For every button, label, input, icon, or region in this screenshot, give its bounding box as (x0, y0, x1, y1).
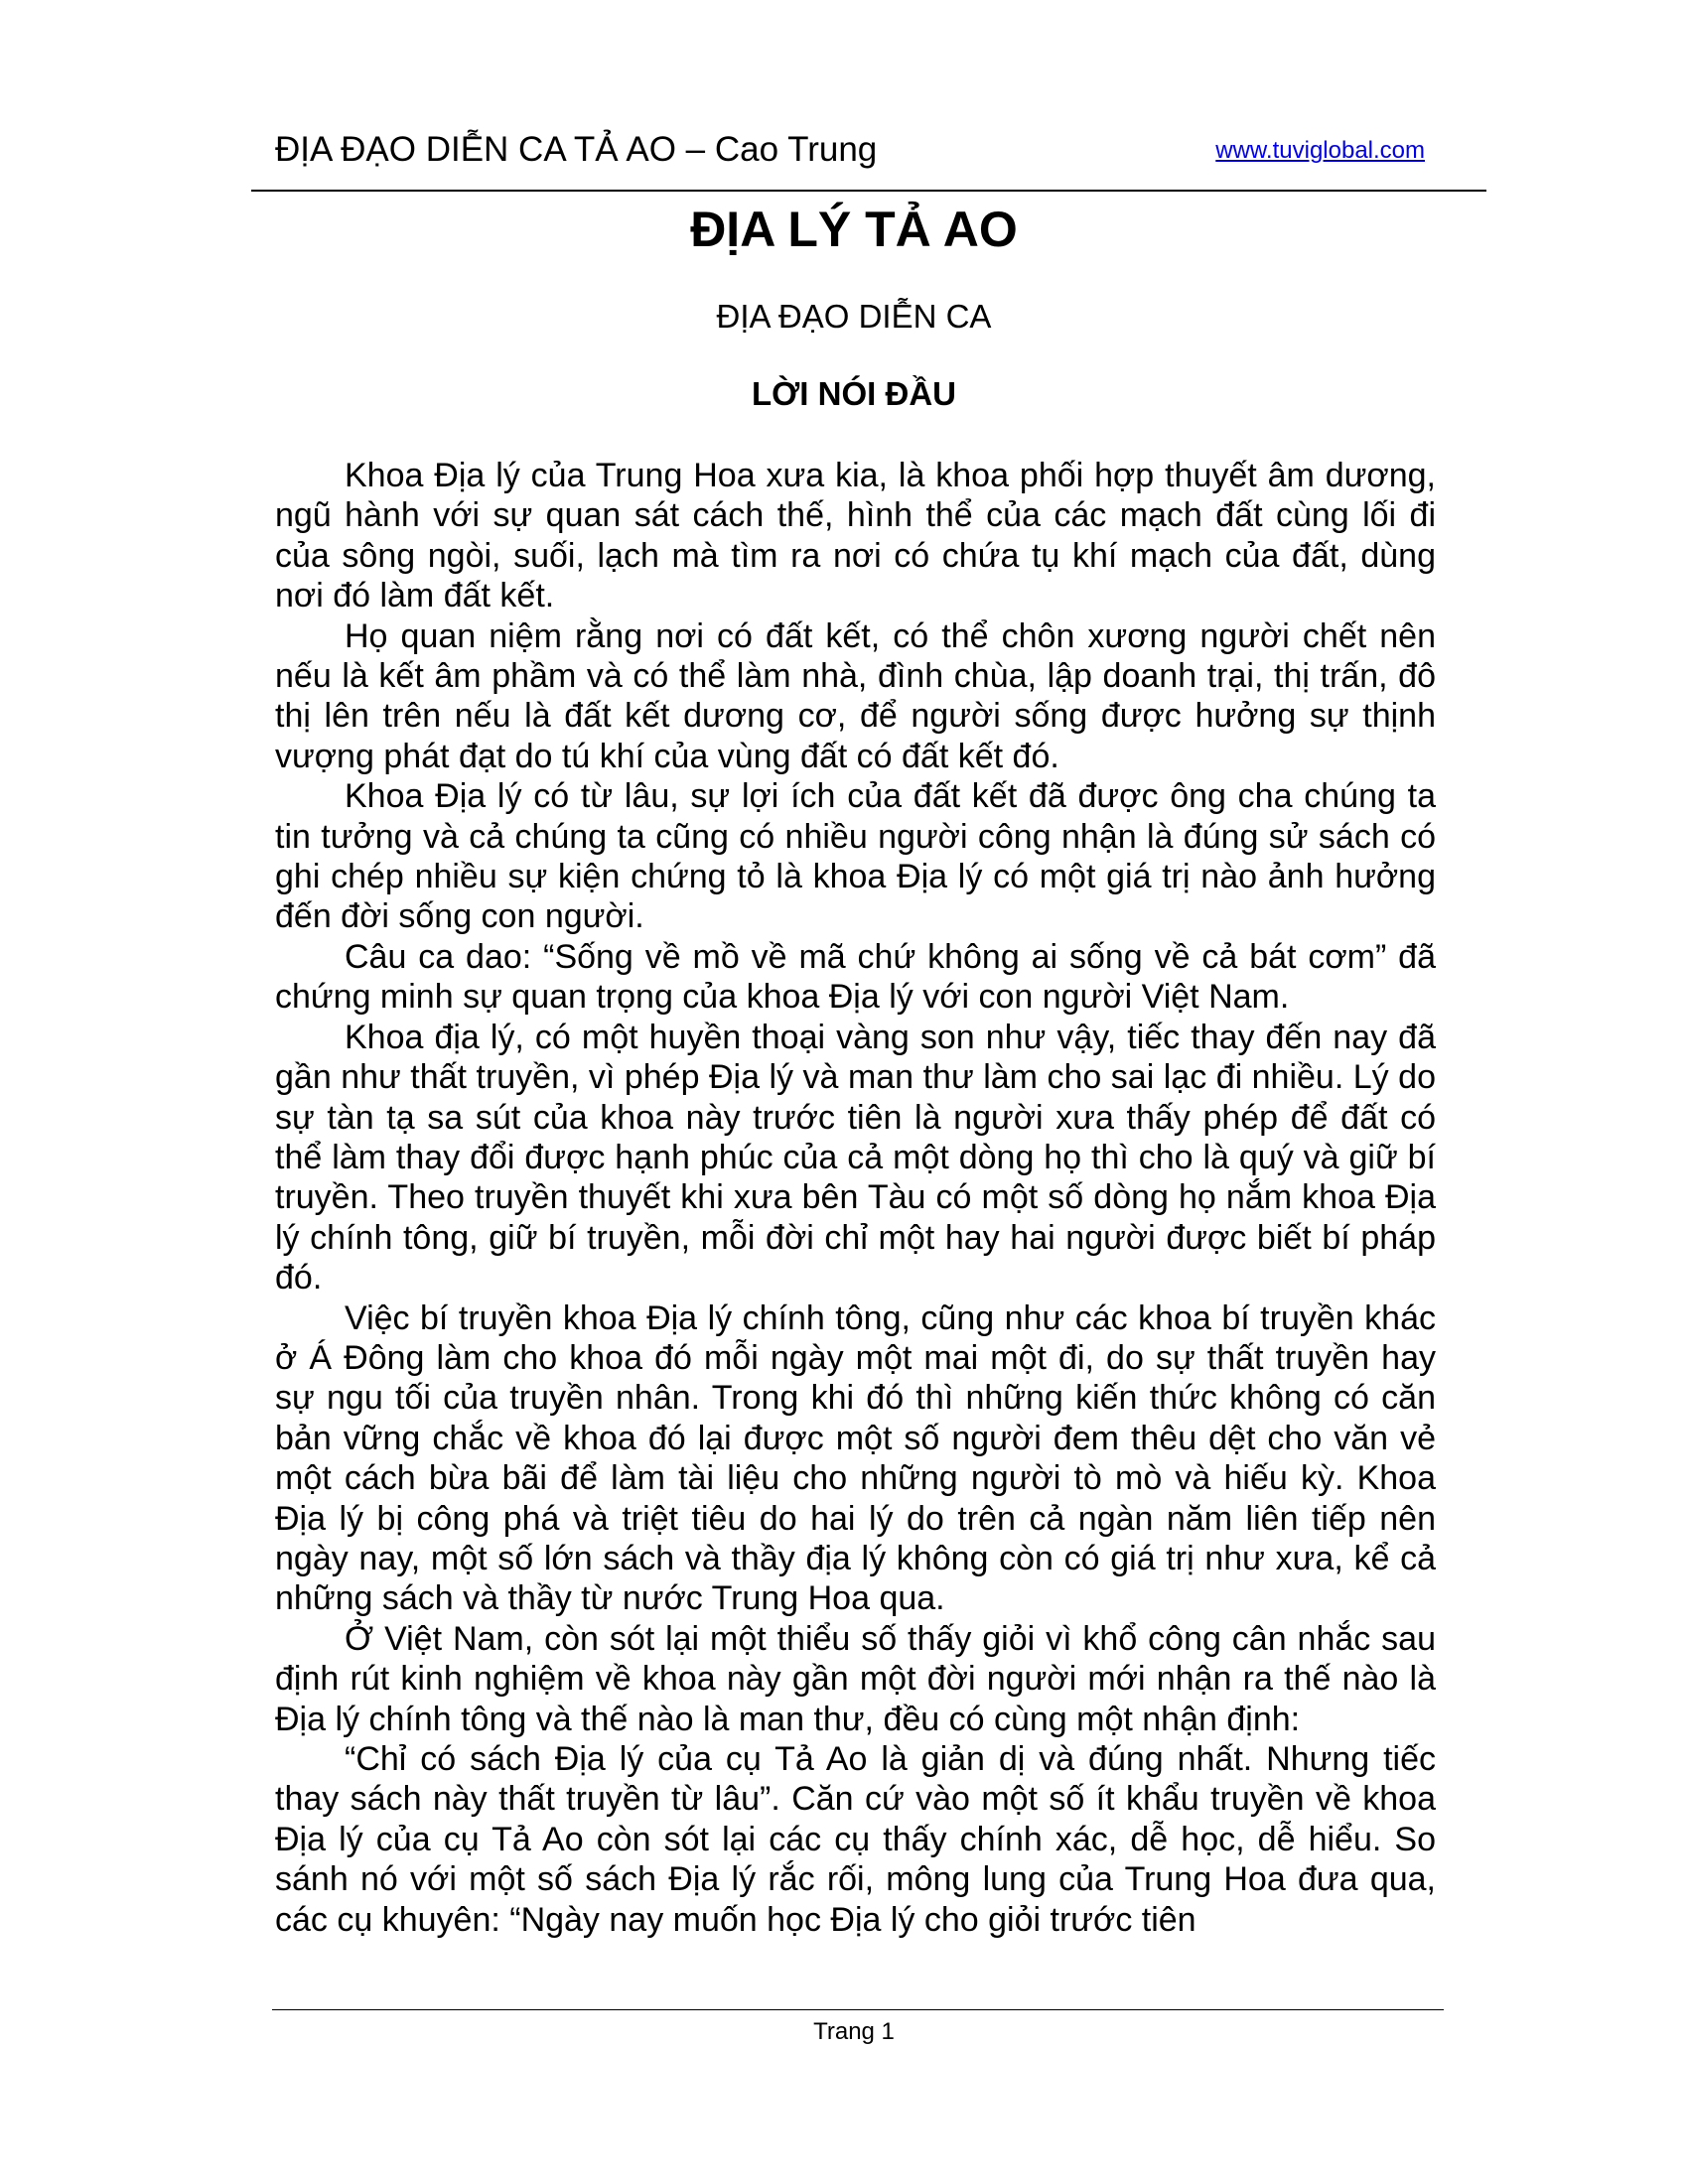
paragraph: Khoa Địa lý của Trung Hoa xưa kia, là khoa phối hợp thuyết âm dương, ngũ hành với sự quan sát cách thế, hình thể của các mạch đất cùng lối đi của sông ngòi, suối, lạch mà tìm ra nơi có chứa tụ khí mạch của đất, dùng nơi đó làm đất kết. (275, 457, 1436, 615)
paragraph: “Chỉ có sách Địa lý của cụ Tả Ao là giản dị và đúng nhất. Nhưng tiếc thay sách này thất truyền từ lâu”. Căn cứ vào một số ít khẩu truyền về khoa Địa lý của cụ Tả Ao còn sót lại các cụ thấy chính xác, dễ học, dễ hiểu. So sánh nó với một số sách Địa lý rắc rối, mông lung của Trung Hoa đưa qua, các cụ khuyên: “Ngày nay muốn học Địa lý cho giỏi trước tiên (275, 1740, 1436, 1939)
page-header (275, 125, 1425, 175)
document-subtitle: ĐỊA ĐẠO DIỄN CA (716, 298, 992, 335)
header-website-link[interactable]: www.tuviglobal.com (1215, 137, 1425, 164)
paragraph: Câu ca dao: “Sống về mồ về mã chứ không ai sống về cả bát cơm” đã chứng minh sự quan trọng của khoa Địa lý với con người Việt Nam. (275, 937, 1436, 1017)
page-number: Trang 1 (813, 2018, 895, 2045)
header-divider (251, 190, 1486, 192)
paragraph: Khoa địa lý, có một huyền thoại vàng son như vậy, tiếc thay đến nay đã gần như thất truyền, vì phép Địa lý và man thư làm cho sai lạc đi nhiều. Lý do sự tàn tạ sa sút của khoa này trước tiên là người xưa thấy phép để đất có thể làm thay đổi được hạnh phúc của cả một dòng họ thì cho là quý và giữ bí truyền. Theo truyền thuyết khi xưa bên Tàu có một số dòng họ nắm khoa Địa lý chính tông, giữ bí truyền, mỗi đời chỉ một hay hai người được biết bí pháp đó. (275, 1018, 1436, 1297)
paragraph: Khoa Địa lý có từ lâu, sự lợi ích của đất kết đã được ông cha chúng ta tin tưởng và cả chúng ta cũng có nhiều người công nhận là đúng sử sách có ghi chép nhiều sự kiện chứng tỏ là khoa Địa lý có một giá trị nào ảnh hưởng đến đời sống con người. (275, 777, 1436, 936)
header-title: ĐỊA ĐẠO DIỄN CA TẢ AO – Cao Trung (275, 130, 878, 169)
paragraph: Họ quan niệm rằng nơi có đất kết, có thể chôn xương người chết nên nếu là kết âm phầm và có thể làm nhà, đình chùa, lập doanh trại, thị trấn, đô thị lên trên nếu là đất kết dương cơ, để người sống được hưởng sự thịnh vượng phát đạt do tú khí của vùng đất có đất kết đó. (275, 616, 1436, 775)
body-text (275, 456, 1436, 1940)
section-heading: LỜI NÓI ĐẦU (752, 375, 956, 412)
document-title: ĐỊA LÝ TẢ AO (690, 202, 1018, 257)
footer-divider (272, 2009, 1444, 2010)
paragraph: Ở Việt Nam, còn sót lại một thiểu số thấy giỏi vì khổ công cân nhắc sau định rút kinh nghiệm về khoa này gần một đời người mới nhận ra thế nào là Địa lý chính tông và thế nào là man thư, đều có cùng một nhận định: (275, 1619, 1436, 1738)
paragraph: Việc bí truyền khoa Địa lý chính tông, cũng như các khoa bí truyền khác ở Á Đông làm cho khoa đó mỗi ngày một mai một đi, do sự thất truyền hay sự ngu tối của truyền nhân. Trong khi đó thì những kiến thức không có căn bản vững chắc về khoa đó lại được một số người đem thêu dệt cho văn vẻ một cách bừa bãi để làm tài liệu cho những người tò mò và hiếu kỳ. Khoa Địa lý bị công phá và triệt tiêu do hai lý do trên cả ngàn năm liên tiếp nên ngày nay, một số lớn sách và thầy địa lý không còn có giá trị như xưa, kể cả những sách và thầy từ nước Trung Hoa qua. (275, 1298, 1436, 1618)
